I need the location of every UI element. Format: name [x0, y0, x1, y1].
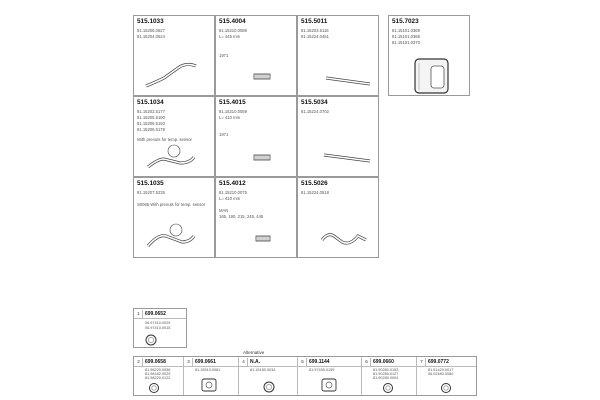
index-number: 7 [418, 358, 426, 367]
ref-number: 81.15210.0086 [219, 28, 247, 33]
clamp-icon [134, 357, 184, 395]
part-card[interactable] [133, 177, 215, 258]
bent-pipe-drawing [298, 178, 380, 259]
part-card[interactable] [133, 96, 215, 177]
model-label: MAN [219, 208, 229, 213]
part-number: 699.0660 [373, 359, 394, 365]
ref-number: 81.15180.0034 [250, 368, 276, 372]
part-number: 699.1144 [309, 359, 330, 365]
index-number: 4 [240, 358, 248, 367]
accessory-item[interactable] [134, 357, 184, 395]
bent-pipe-with-sensor-drawing [134, 97, 216, 178]
ref-number: 81.15207.5235 [137, 190, 165, 195]
ref-number: 06.97410.0029 [145, 321, 171, 325]
index-number: 1 [135, 310, 143, 319]
flex-hose-drawing [216, 16, 298, 97]
ref-number: 81.15205.5190 [137, 115, 165, 120]
ref-number: 81.15224.0451 [301, 34, 329, 39]
ref-number: 81.15206.0527 [137, 28, 165, 33]
ref-number: L= 410 mm [219, 196, 241, 201]
index-number: 2 [135, 358, 143, 367]
bent-pipe-drawing [134, 16, 216, 97]
ref-number: 81.90280.0153 [373, 368, 399, 372]
alternatives-label: Alternative [243, 350, 265, 355]
part-card[interactable] [297, 177, 379, 258]
ref-number: 81.97455.0159 [309, 368, 335, 372]
clamp-card[interactable] [133, 308, 187, 348]
ref-number: 81.15203.5116 [301, 28, 329, 33]
part-number: 699.0661 [195, 359, 216, 365]
ref-number: 81.15210.0059 [219, 109, 247, 114]
part-number: 515.5026 [301, 180, 328, 187]
ref-number: L= 410 mm [219, 115, 241, 120]
gasket-icon [184, 357, 239, 395]
straight-pipe-drawing [298, 97, 380, 178]
ref-number: 81.15203.5177 [137, 109, 165, 114]
part-card[interactable] [388, 15, 470, 96]
flex-hose-drawing [216, 97, 298, 178]
ref-number: 81.15204.0524 [137, 34, 165, 39]
ref-number: 81.98182.0029 [145, 372, 171, 376]
ref-number: 81.90280.0127 [373, 372, 399, 376]
ref-number: 81.15101.0368 [392, 34, 420, 39]
model-label: 165, 190, 215, 245, 445 [219, 214, 264, 219]
clamp-icon [362, 357, 417, 395]
accessory-item[interactable] [417, 357, 476, 395]
clamp-icon [134, 309, 188, 349]
part-number: 515.5011 [301, 18, 328, 25]
ref-number: 81.15206.5178 [137, 127, 165, 132]
ref-number: 81.15206.5193 [137, 121, 165, 126]
accessory-item[interactable] [362, 357, 417, 395]
part-number: 515.7023 [392, 18, 419, 25]
part-card[interactable] [133, 15, 215, 96]
part-number: 699.0658 [145, 359, 166, 365]
accessory-item[interactable] [184, 357, 239, 395]
ref-number: 81.15210.0075 [219, 190, 247, 195]
year-label: 1971 [219, 53, 229, 58]
index-number: 5 [299, 358, 307, 367]
part-note: S0065 With prenuts for temp. sensor [137, 202, 206, 207]
ref-number: 81.15224.0518 [301, 190, 329, 195]
part-number: 515.5034 [301, 99, 328, 106]
part-number: 515.4004 [219, 18, 246, 25]
part-card[interactable] [215, 96, 297, 177]
part-note: With prenuts for temp. sensor [137, 137, 192, 142]
index-number: 3 [185, 358, 193, 367]
part-number: N.A. [250, 359, 260, 365]
ref-number: 81.51420.0017 [428, 368, 454, 372]
part-card[interactable] [215, 177, 297, 258]
part-number: 515.1035 [137, 180, 164, 187]
part-card[interactable] [297, 15, 379, 96]
ref-number: L= 445 mm [219, 34, 241, 39]
bent-pipe-with-sensor-drawing [134, 178, 216, 259]
straight-pipe-drawing [298, 16, 380, 97]
ref-number: 81.90280.0004 [373, 376, 399, 380]
year-label: 1971 [219, 132, 229, 137]
ref-number: 81.15510.0081 [195, 368, 221, 372]
index-number: 6 [363, 358, 371, 367]
part-number: 699.0772 [428, 359, 449, 365]
accessory-item[interactable] [239, 357, 298, 395]
part-card[interactable] [297, 96, 379, 177]
gasket-icon [298, 357, 362, 395]
clamp-icon [239, 357, 298, 395]
ref-number: 06.02480.0080 [428, 372, 454, 376]
part-number: 515.1034 [137, 99, 164, 106]
part-number: 515.4012 [219, 180, 246, 187]
accessories-strip [133, 356, 477, 396]
ref-number: 81.15224.0702 [301, 109, 329, 114]
ref-number: 81.15101.0369 [392, 28, 420, 33]
ref-number: 81.98220.0122 [145, 376, 171, 380]
part-card[interactable] [215, 15, 297, 96]
clamp-icon [417, 357, 476, 395]
flex-hose-drawing [216, 178, 298, 259]
accessory-item[interactable] [298, 357, 362, 395]
muffler-drawing [389, 16, 471, 97]
part-number: 699.0652 [145, 311, 166, 317]
part-number: 515.4015 [219, 99, 246, 106]
part-number: 515.1033 [137, 18, 164, 25]
ref-number: 81.15101.0370 [392, 40, 420, 45]
ref-number: 06.97410.0015 [145, 326, 171, 330]
ref-number: 81.98220.0058 [145, 368, 171, 372]
